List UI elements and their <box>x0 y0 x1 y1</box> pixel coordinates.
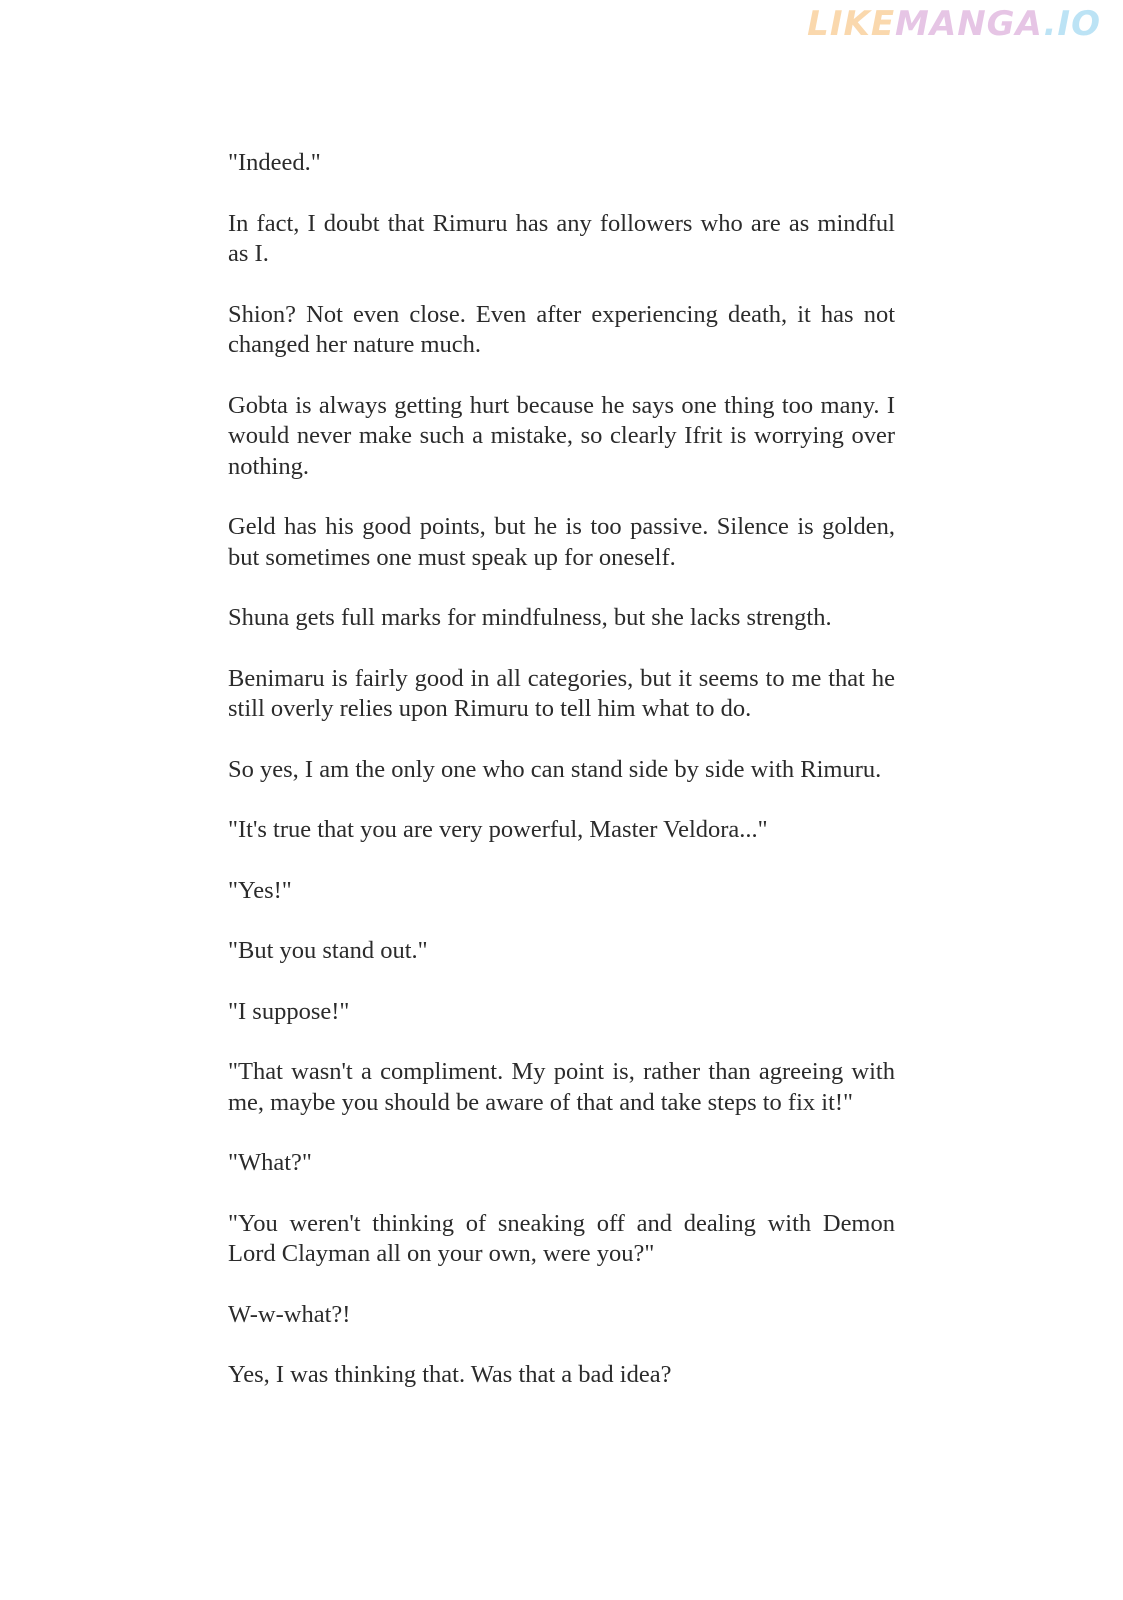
paragraph: "But you stand out." <box>228 937 428 964</box>
paragraph: Gobta is always getting hurt because he says one thing too many. I would never make such a mistake, so clearly Ifrit is worrying over nothing. <box>228 391 895 480</box>
paragraph: "What?" <box>228 1149 312 1176</box>
paragraph: W-w-what?! <box>228 1300 351 1328</box>
paragraph: "Indeed." <box>228 149 321 176</box>
paragraph: In fact, I doubt that Rimuru has any followers who are as mindful as I. <box>228 209 895 267</box>
watermark-part-io: .IO <box>1043 4 1101 44</box>
watermark-part-manga: MANGA <box>895 4 1044 44</box>
paragraph: "That wasn't a compliment. My point is, rather than agreeing with me, maybe you should be aware of that and take steps to fix it!" <box>228 1058 895 1116</box>
paragraph: So yes, I am the only one who can stand side by side with Rimuru. <box>228 755 882 783</box>
novel-page-text <box>228 148 895 1421</box>
watermark-part-like: LIKE <box>807 4 896 44</box>
paragraph: "You weren't thinking of sneaking off and dealing with Demon Lord Clayman all on your own, were you?" <box>228 1209 895 1267</box>
paragraph: "I suppose!" <box>228 997 350 1025</box>
paragraph: "It's true that you are very powerful, Master Veldora..." <box>228 816 768 843</box>
paragraph: Shuna gets full marks for mindfulness, but she lacks strength. <box>228 604 832 631</box>
paragraph: Yes, I was thinking that. Was that a bad idea? <box>228 1361 672 1388</box>
paragraph: Shion? Not even close. Even after experiencing death, it has not changed her nature much. <box>228 300 895 358</box>
site-watermark-logo <box>807 4 1101 44</box>
paragraph: Geld has his good points, but he is too passive. Silence is golden, but sometimes one must speak up for oneself. <box>228 513 895 571</box>
paragraph: Benimaru is fairly good in all categories, but it seems to me that he still overly relies upon Rimuru to tell him what to do. <box>228 664 895 722</box>
paragraph: "Yes!" <box>228 876 292 904</box>
